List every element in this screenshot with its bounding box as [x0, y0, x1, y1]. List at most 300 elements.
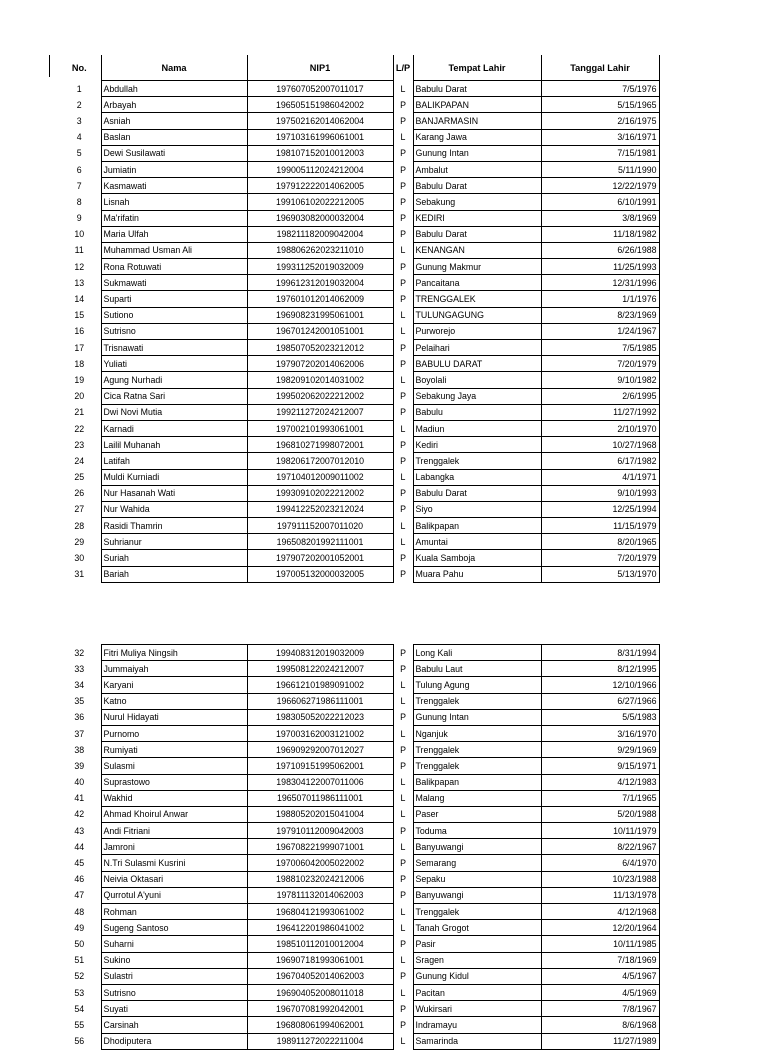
table-row	[58, 904, 659, 920]
cell-tempat-lahir: Gunung Kidul	[413, 968, 541, 984]
cell-tanggal-lahir: 8/31/1994	[541, 645, 659, 661]
cell-nip: 198211182009042004	[247, 226, 393, 242]
cell-tanggal-lahir: 4/1/1971	[541, 469, 659, 485]
cell-tempat-lahir: Ambalut	[413, 161, 541, 177]
cell-nip: 196903082000032004	[247, 210, 393, 226]
table-row	[58, 806, 659, 822]
cell-nip: 196908231995061001	[247, 307, 393, 323]
table-row	[58, 518, 659, 534]
cell-tanggal-lahir: 2/16/1975	[541, 113, 659, 129]
cell-tempat-lahir: Semarang	[413, 855, 541, 871]
cell-tanggal-lahir: 9/29/1969	[541, 742, 659, 758]
cell-nip: 197109151995062001	[247, 758, 393, 774]
cell-tanggal-lahir: 6/26/1988	[541, 242, 659, 258]
cell-no: 19	[74, 374, 85, 385]
cell-no: 53	[74, 987, 85, 998]
cell-nama: Jumiatin	[101, 161, 247, 177]
cell-tempat-lahir: Tanah Grogot	[413, 920, 541, 936]
cell-nama: Sutrisno	[101, 323, 247, 339]
cell-tempat-lahir: Babulu Laut	[413, 661, 541, 677]
cell-tempat-lahir: Samarinda	[413, 1033, 541, 1049]
cell-nip: 196606271986111001	[247, 693, 393, 709]
cell-tempat-lahir: KEDIRI	[413, 210, 541, 226]
cell-tanggal-lahir: 7/5/1976	[541, 81, 659, 97]
cell-tempat-lahir: Gunung Intan	[413, 145, 541, 161]
cell-nip: 197907202001052001	[247, 550, 393, 566]
cell-nama: Lailil Muhanah	[101, 437, 247, 453]
table-row	[58, 774, 659, 790]
cell-nip: 197601012014062009	[247, 291, 393, 307]
table-body-2	[58, 645, 659, 1050]
table-row	[58, 469, 659, 485]
cell-lp: L	[393, 693, 413, 709]
cell-lp: P	[393, 226, 413, 242]
cell-nip: 199211272024212007	[247, 404, 393, 420]
cell-nama: Lisnah	[101, 194, 247, 210]
cell-nip: 197910112009042003	[247, 823, 393, 839]
header-nama: Nama	[101, 55, 247, 81]
table-row	[58, 725, 659, 741]
cell-nama: Suriah	[101, 550, 247, 566]
cell-nama: Sulasmi	[101, 758, 247, 774]
cell-lp: P	[393, 453, 413, 469]
cell-tanggal-lahir: 4/5/1967	[541, 968, 659, 984]
cell-no: 15	[74, 310, 85, 321]
cell-tanggal-lahir: 5/13/1970	[541, 566, 659, 582]
cell-tanggal-lahir: 4/12/1968	[541, 904, 659, 920]
cell-tanggal-lahir: 10/27/1968	[541, 437, 659, 453]
cell-nama: Kasmawati	[101, 178, 247, 194]
cell-no: 52	[74, 971, 85, 982]
cell-lp: L	[393, 790, 413, 806]
cell-tanggal-lahir: 7/18/1969	[541, 952, 659, 968]
cell-lp: P	[393, 758, 413, 774]
cell-tempat-lahir: Pancaitana	[413, 275, 541, 291]
cell-no: 47	[74, 890, 85, 901]
cell-nip: 197104012009011002	[247, 469, 393, 485]
table-row	[58, 210, 659, 226]
cell-lp: P	[393, 485, 413, 501]
cell-no: 9	[76, 213, 82, 224]
cell-nip: 197006042005022002	[247, 855, 393, 871]
cell-nip: 198510112010012004	[247, 936, 393, 952]
cell-nama: Maria Ulfah	[101, 226, 247, 242]
cell-tempat-lahir: Babulu Darat	[413, 226, 541, 242]
cell-tempat-lahir: Pelaihari	[413, 340, 541, 356]
table-row	[58, 178, 659, 194]
cell-tanggal-lahir: 7/8/1967	[541, 1001, 659, 1017]
cell-nip: 196909292007012027	[247, 742, 393, 758]
cell-nama: Andi Fitriani	[101, 823, 247, 839]
cell-no: 4	[76, 132, 82, 143]
table-row	[58, 645, 659, 661]
table-row	[58, 534, 659, 550]
cell-nama: Ahmad Khoirul Anwar	[101, 806, 247, 822]
cell-nip: 198806262023211010	[247, 242, 393, 258]
cell-tempat-lahir: Kediri	[413, 437, 541, 453]
cell-tempat-lahir: Balikpapan	[413, 518, 541, 534]
table-row	[58, 275, 659, 291]
cell-lp: P	[393, 404, 413, 420]
cell-tempat-lahir: Babulu Darat	[413, 485, 541, 501]
cell-nip: 196701242001051001	[247, 323, 393, 339]
cell-nip: 198810232024212006	[247, 871, 393, 887]
cell-no: 12	[74, 261, 85, 272]
cell-nama: Rumiyati	[101, 742, 247, 758]
cell-tempat-lahir: Kuala Samboja	[413, 550, 541, 566]
table-row	[58, 388, 659, 404]
cell-lp: L	[393, 323, 413, 339]
cell-nip: 196612101989091002	[247, 677, 393, 693]
cell-tempat-lahir: Sebakung Jaya	[413, 388, 541, 404]
cell-tempat-lahir: Trenggalek	[413, 693, 541, 709]
cell-tanggal-lahir: 1/1/1976	[541, 291, 659, 307]
table-row	[58, 839, 659, 855]
cell-tanggal-lahir: 12/20/1964	[541, 920, 659, 936]
cell-tanggal-lahir: 10/11/1985	[541, 936, 659, 952]
cell-no: 43	[74, 825, 85, 836]
cell-tempat-lahir: Gunung Intan	[413, 709, 541, 725]
cell-lp: P	[393, 259, 413, 275]
cell-nama: N.Tri Sulasmi Kusrini	[101, 855, 247, 871]
table-row	[58, 855, 659, 871]
table-row	[58, 307, 659, 323]
cell-tempat-lahir: Sepaku	[413, 871, 541, 887]
cell-lp: P	[393, 566, 413, 582]
cell-nip: 198206172007012010	[247, 453, 393, 469]
cell-lp: L	[393, 81, 413, 97]
cell-tempat-lahir: Babulu Darat	[413, 178, 541, 194]
header-tempat-lahir: Tempat Lahir	[413, 55, 541, 81]
cell-tempat-lahir: BABULU DARAT	[413, 356, 541, 372]
cell-tempat-lahir: Siyo	[413, 501, 541, 517]
cell-nip: 199412252023212024	[247, 501, 393, 517]
table-row	[58, 291, 659, 307]
cell-nama: Sugeng Santoso	[101, 920, 247, 936]
cell-lp: L	[393, 984, 413, 1000]
cell-lp: P	[393, 145, 413, 161]
table-row	[58, 226, 659, 242]
table-row	[58, 790, 659, 806]
cell-tempat-lahir: Pasir	[413, 936, 541, 952]
cell-lp: L	[393, 920, 413, 936]
cell-tanggal-lahir: 7/20/1979	[541, 550, 659, 566]
cell-lp: P	[393, 291, 413, 307]
cell-nama: Nur Hasanah Wati	[101, 485, 247, 501]
cell-nama: Dewi Susilawati	[101, 145, 247, 161]
cell-no: 13	[74, 277, 85, 288]
cell-nip: 199106102022212005	[247, 194, 393, 210]
cell-no: 46	[74, 874, 85, 885]
cell-nama: Bariah	[101, 566, 247, 582]
cell-no: 50	[74, 938, 85, 949]
cell-tempat-lahir: Babulu	[413, 404, 541, 420]
cell-nip: 199309102022212002	[247, 485, 393, 501]
cell-nip: 198107152010012003	[247, 145, 393, 161]
cell-nip: 197911152007011020	[247, 518, 393, 534]
cell-nama: Sutrisno	[101, 984, 247, 1000]
cell-tempat-lahir: Babulu Darat	[413, 81, 541, 97]
table-row	[58, 709, 659, 725]
cell-no: 44	[74, 841, 85, 852]
cell-nip: 197912222014062005	[247, 178, 393, 194]
cell-tempat-lahir: Paser	[413, 806, 541, 822]
cell-tempat-lahir: Indramayu	[413, 1017, 541, 1033]
table-row	[58, 372, 659, 388]
cell-nama: Dhodiputera	[101, 1033, 247, 1049]
cell-tempat-lahir: TULUNGAGUNG	[413, 307, 541, 323]
cell-tempat-lahir: Trenggalek	[413, 904, 541, 920]
cell-lp: P	[393, 550, 413, 566]
cell-no: 11	[74, 245, 84, 256]
cell-nama: Muhammad Usman Ali	[101, 242, 247, 258]
table-row	[58, 453, 659, 469]
cell-tanggal-lahir: 10/11/1979	[541, 823, 659, 839]
cell-nama: Yuliati	[101, 356, 247, 372]
cell-tanggal-lahir: 3/16/1971	[541, 129, 659, 145]
cell-lp: L	[393, 952, 413, 968]
cell-no: 45	[74, 858, 85, 869]
cell-no: 31	[74, 569, 85, 580]
table-row	[58, 145, 659, 161]
cell-tanggal-lahir: 11/27/1992	[541, 404, 659, 420]
cell-no: 18	[74, 358, 85, 369]
cell-nama: Cica Ratna Sari	[101, 388, 247, 404]
cell-nama: Ma'rifatin	[101, 210, 247, 226]
table-row	[58, 661, 659, 677]
cell-nama: Neivia Oktasari	[101, 871, 247, 887]
cell-nama: Jummaiyah	[101, 661, 247, 677]
cell-tanggal-lahir: 6/27/1966	[541, 693, 659, 709]
table-row	[58, 758, 659, 774]
cell-nip: 196707081992042001	[247, 1001, 393, 1017]
cell-tempat-lahir: Trenggalek	[413, 758, 541, 774]
cell-lp: L	[393, 534, 413, 550]
cell-tempat-lahir: TRENGGALEK	[413, 291, 541, 307]
cell-tanggal-lahir: 5/11/1990	[541, 161, 659, 177]
cell-nama: Muldi Kurniadi	[101, 469, 247, 485]
cell-lp: P	[393, 97, 413, 113]
cell-no: 40	[74, 777, 85, 788]
cell-nama: Rona Rotuwati	[101, 259, 247, 275]
employee-table-1	[58, 55, 660, 583]
cell-tanggal-lahir: 9/10/1982	[541, 372, 659, 388]
cell-no: 29	[74, 536, 85, 547]
cell-tempat-lahir: Trenggalek	[413, 742, 541, 758]
cell-tanggal-lahir: 12/10/1966	[541, 677, 659, 693]
cell-lp: L	[393, 469, 413, 485]
cell-nip: 197103161996061001	[247, 129, 393, 145]
table-row	[58, 952, 659, 968]
cell-no: 21	[74, 407, 85, 418]
cell-lp: P	[393, 113, 413, 129]
cell-tanggal-lahir: 8/12/1995	[541, 661, 659, 677]
cell-lp: L	[393, 774, 413, 790]
cell-tanggal-lahir: 4/5/1969	[541, 984, 659, 1000]
cell-lp: P	[393, 356, 413, 372]
cell-lp: L	[393, 420, 413, 436]
cell-lp: P	[393, 501, 413, 517]
cell-tanggal-lahir: 8/22/1967	[541, 839, 659, 855]
cell-nama: Rohman	[101, 904, 247, 920]
cell-nama: Jamroni	[101, 839, 247, 855]
cell-tanggal-lahir: 8/20/1965	[541, 534, 659, 550]
cell-nip: 197502162014062004	[247, 113, 393, 129]
table-row	[58, 437, 659, 453]
cell-lp: P	[393, 887, 413, 903]
cell-nama: Nur Wahida	[101, 501, 247, 517]
table-row	[58, 323, 659, 339]
cell-tempat-lahir: Wukirsari	[413, 1001, 541, 1017]
table-row	[58, 420, 659, 436]
cell-no: 3	[76, 115, 82, 126]
cell-tanggal-lahir: 11/13/1978	[541, 887, 659, 903]
cell-tanggal-lahir: 3/8/1969	[541, 210, 659, 226]
cell-tanggal-lahir: 12/25/1994	[541, 501, 659, 517]
cell-nama: Carsinah	[101, 1017, 247, 1033]
cell-no: 42	[74, 809, 85, 820]
cell-lp: L	[393, 806, 413, 822]
cell-nip: 197811132014062003	[247, 887, 393, 903]
cell-nip: 197002101993061001	[247, 420, 393, 436]
cell-nama: Suhrianur	[101, 534, 247, 550]
cell-tempat-lahir: Purworejo	[413, 323, 541, 339]
cell-no: 7	[76, 180, 82, 191]
cell-tanggal-lahir: 11/15/1979	[541, 518, 659, 534]
cell-lp: P	[393, 823, 413, 839]
cell-no: 37	[74, 728, 85, 739]
cell-no: 34	[74, 679, 85, 690]
margin-mark	[49, 55, 50, 77]
cell-tanggal-lahir: 8/6/1968	[541, 1017, 659, 1033]
table-row	[58, 871, 659, 887]
cell-tempat-lahir: Toduma	[413, 823, 541, 839]
cell-no: 28	[74, 520, 85, 531]
table-row	[58, 920, 659, 936]
cell-nip: 196505151986042002	[247, 97, 393, 113]
cell-no: 8	[76, 196, 82, 207]
cell-lp: P	[393, 645, 413, 661]
cell-no: 39	[74, 760, 85, 771]
cell-nama: Rasidi Thamrin	[101, 518, 247, 534]
cell-lp: P	[393, 661, 413, 677]
table-row	[58, 404, 659, 420]
cell-no: 38	[74, 744, 85, 755]
cell-tempat-lahir: Long Kali	[413, 645, 541, 661]
cell-no: 14	[74, 294, 85, 305]
table-row	[58, 356, 659, 372]
cell-nama: Arbayah	[101, 97, 247, 113]
table-row	[58, 742, 659, 758]
cell-nama: Sulastri	[101, 968, 247, 984]
cell-tanggal-lahir: 7/5/1985	[541, 340, 659, 356]
cell-tempat-lahir: Pacitan	[413, 984, 541, 1000]
cell-nama: Sutiono	[101, 307, 247, 323]
cell-nip: 196708221999071001	[247, 839, 393, 855]
cell-tempat-lahir: Tulung Agung	[413, 677, 541, 693]
cell-no: 20	[74, 391, 85, 402]
cell-no: 54	[74, 1003, 85, 1014]
cell-nama: Karnadi	[101, 420, 247, 436]
cell-lp: P	[393, 194, 413, 210]
cell-lp: P	[393, 437, 413, 453]
cell-no: 30	[74, 553, 85, 564]
cell-lp: L	[393, 725, 413, 741]
header-lp: L/P	[393, 55, 413, 81]
cell-tempat-lahir: Muara Pahu	[413, 566, 541, 582]
cell-nip: 197607052007011017	[247, 81, 393, 97]
cell-nama: Sukino	[101, 952, 247, 968]
table-row	[58, 887, 659, 903]
cell-lp: L	[393, 518, 413, 534]
cell-no: 33	[74, 663, 85, 674]
header-tanggal-lahir: Tanggal Lahir	[541, 55, 659, 81]
cell-tanggal-lahir: 12/22/1979	[541, 178, 659, 194]
cell-nip: 196704052014062003	[247, 968, 393, 984]
cell-nip: 196508201992111001	[247, 534, 393, 550]
cell-nama: Abdullah	[101, 81, 247, 97]
cell-tanggal-lahir: 7/1/1965	[541, 790, 659, 806]
cell-tempat-lahir: Karang Jawa	[413, 129, 541, 145]
cell-nip: 196907181993061001	[247, 952, 393, 968]
cell-nama: Fitri Muliya Ningsih	[101, 645, 247, 661]
cell-nama: Suparti	[101, 291, 247, 307]
cell-no: 16	[74, 326, 85, 337]
cell-nip: 199612312019032004	[247, 275, 393, 291]
table-row	[58, 259, 659, 275]
cell-tanggal-lahir: 1/24/1967	[541, 323, 659, 339]
cell-no: 22	[74, 423, 85, 434]
cell-lp: P	[393, 275, 413, 291]
cell-nama: Katno	[101, 693, 247, 709]
cell-lp: L	[393, 1033, 413, 1049]
cell-no: 6	[76, 164, 82, 175]
cell-nip: 198305052022212023	[247, 709, 393, 725]
cell-nip: 198507052023212012	[247, 340, 393, 356]
cell-tempat-lahir: Trenggalek	[413, 453, 541, 469]
cell-nama: Wakhid	[101, 790, 247, 806]
cell-tempat-lahir: Sebakung	[413, 194, 541, 210]
cell-nama: Latifah	[101, 453, 247, 469]
cell-tempat-lahir: Labangka	[413, 469, 541, 485]
cell-tanggal-lahir: 11/25/1993	[541, 259, 659, 275]
cell-lp: P	[393, 871, 413, 887]
cell-lp: L	[393, 307, 413, 323]
cell-tanggal-lahir: 6/10/1991	[541, 194, 659, 210]
cell-nip: 197005132000032005	[247, 566, 393, 582]
cell-nama: Nurul Hidayati	[101, 709, 247, 725]
cell-no: 51	[74, 955, 85, 966]
cell-no: 36	[74, 712, 85, 723]
cell-lp: P	[393, 1001, 413, 1017]
cell-lp: L	[393, 677, 413, 693]
cell-nip: 196808061994062001	[247, 1017, 393, 1033]
cell-nama: Qurrotul A'yuni	[101, 887, 247, 903]
cell-tanggal-lahir: 10/23/1988	[541, 871, 659, 887]
cell-nama: Trisnawati	[101, 340, 247, 356]
cell-tempat-lahir: BANJARMASIN	[413, 113, 541, 129]
cell-no: 48	[74, 906, 85, 917]
cell-nama: Baslan	[101, 129, 247, 145]
cell-no: 41	[74, 793, 85, 804]
header-no: No.	[71, 62, 87, 73]
cell-nip: 198805202015041004	[247, 806, 393, 822]
cell-tanggal-lahir: 2/10/1970	[541, 420, 659, 436]
cell-nip: 199311252019032009	[247, 259, 393, 275]
cell-nip: 198209102014031002	[247, 372, 393, 388]
table-row	[58, 129, 659, 145]
table-row	[58, 550, 659, 566]
